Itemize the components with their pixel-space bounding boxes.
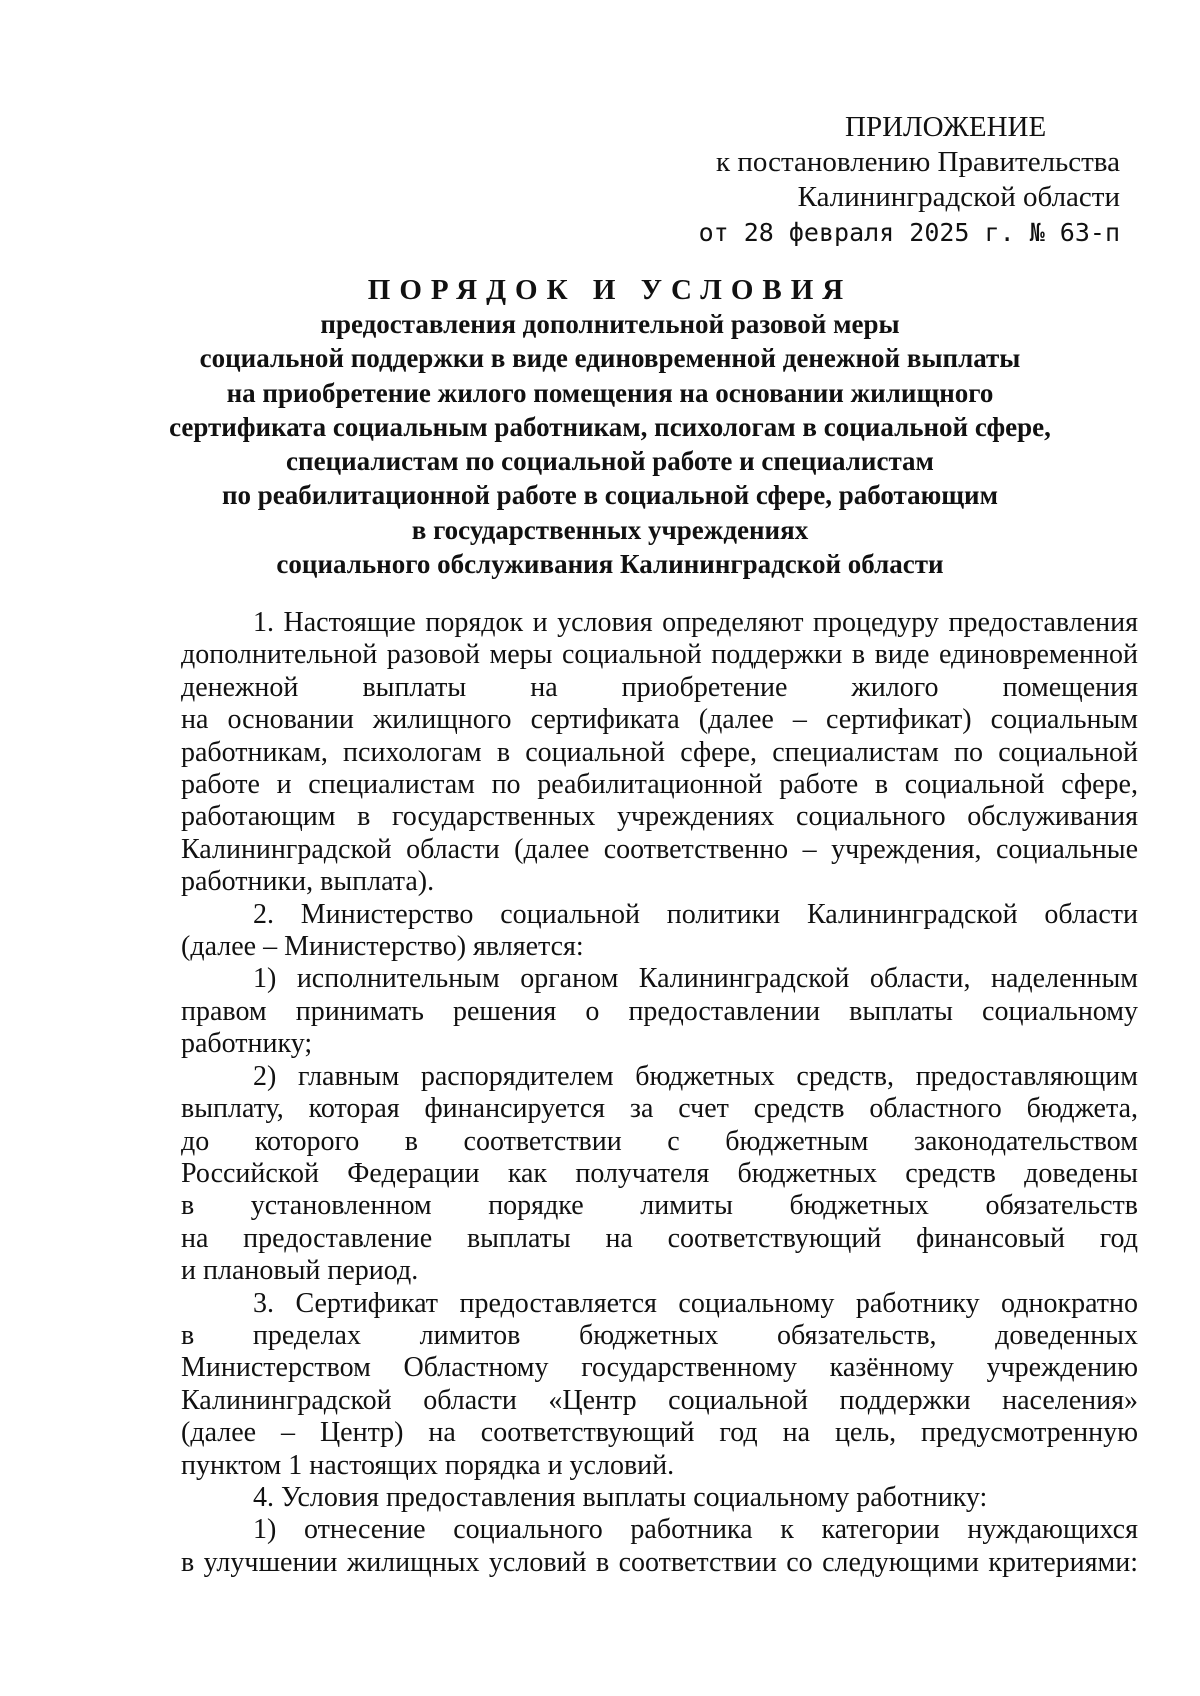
body-line: 1. Настоящие порядок и условия определяют процедуру предоставления <box>253 607 1138 638</box>
body-line: правом принимать решения о предоставлении выплаты социальному <box>181 995 1138 1027</box>
body-line: работнику; <box>181 1028 313 1060</box>
annex-line-1: к постановлению Правительства <box>716 146 1120 178</box>
body-line: денежной выплаты на приобретение жилого помещения <box>181 671 1138 703</box>
body-line: и плановый период. <box>181 1255 419 1287</box>
body-line: 1) исполнительным органом Калининградской области, наделенным <box>253 963 1138 995</box>
body-line: работникам, психологам в социальной сфере, специалистам по социальной <box>181 736 1138 768</box>
document-body <box>181 607 1138 1579</box>
body-line: работе и специалистам по реабилитационной работе в социальной сфере, <box>181 769 1138 801</box>
body-line: (далее – Центр) на соответствующий год на цель, предусмотренную <box>181 1417 1138 1449</box>
subtitle-line: социальной поддержки в виде единовременной денежной выплаты <box>199 343 1021 374</box>
subtitle-line: социального обслуживания Калининградской области <box>276 549 944 580</box>
document-subtitle <box>150 307 1070 581</box>
subtitle-line: специалистам по социальной работе и специалистам <box>286 446 934 477</box>
subtitle-line: по реабилитационной работе в социальной сфере, работающим <box>221 480 998 511</box>
body-line: выплату, которая финансируется за счет средств областного бюджета, <box>181 1093 1138 1125</box>
body-line: (далее – Министерство) является: <box>181 931 584 963</box>
subtitle-line: в государственных учреждениях <box>411 514 809 545</box>
body-line: работающим в государственных учреждениях социального обслуживания <box>181 801 1138 833</box>
annex-date: от 28 февраля 2025 г. № 63-п <box>698 218 1120 247</box>
body-line: работники, выплата). <box>181 866 435 898</box>
subtitle-line: предоставления дополнительной разовой меры <box>320 309 900 339</box>
body-line: Российской Федерации как получателя бюджетных средств доведены <box>181 1157 1138 1189</box>
body-line: Калининградской области «Центр социальной поддержки населения» <box>181 1384 1138 1416</box>
body-line: в улучшении жилищных условий в соответствии со следующими критериями: <box>181 1546 1138 1578</box>
body-line: в установленном порядке лимиты бюджетных обязательств <box>181 1190 1138 1222</box>
body-line: до которого в соответствии с бюджетным законодательством <box>181 1125 1138 1157</box>
annex-line-2: Калининградской области <box>797 181 1120 213</box>
body-line: 2) главным распорядителем бюджетных средств, предоставляющим <box>253 1060 1138 1092</box>
body-line: в пределах лимитов бюджетных обязательств, доведенных <box>181 1319 1138 1351</box>
body-line: 2. Министерство социальной политики Калининградской области <box>253 898 1138 930</box>
body-line: 1) отнесение социального работника к категории нуждающихся <box>253 1514 1138 1546</box>
annex-block <box>600 110 1120 250</box>
subtitle-line: сертификата социальным работникам, психологам в социальной сфере, <box>169 411 1051 442</box>
subtitle-line: на приобретение жилого помещения на основании жилищного <box>226 377 994 408</box>
body-line: 4. Условия предоставления выплаты социальному работнику: <box>253 1481 988 1513</box>
body-line: Калининградской области (далее соответственно – учреждения, социальные <box>181 833 1138 865</box>
body-line: дополнительной разовой меры социальной поддержки в виде единовременной <box>181 639 1138 671</box>
body-line: пунктом 1 настоящих порядка и условий. <box>181 1449 675 1481</box>
annex-title: ПРИЛОЖЕНИЕ <box>845 111 1047 143</box>
body-line: 3. Сертификат предоставляется социальному работнику однократно <box>253 1287 1138 1319</box>
document-title: ПОРЯДОК И УСЛОВИЯ <box>367 274 853 306</box>
body-line: на предоставление выплаты на соответствующий финансовый год <box>181 1222 1138 1254</box>
body-line: Министерством Областному государственному казённому учреждению <box>181 1352 1138 1384</box>
body-line: на основании жилищного сертификата (далее – сертификат) социальным <box>181 704 1138 736</box>
